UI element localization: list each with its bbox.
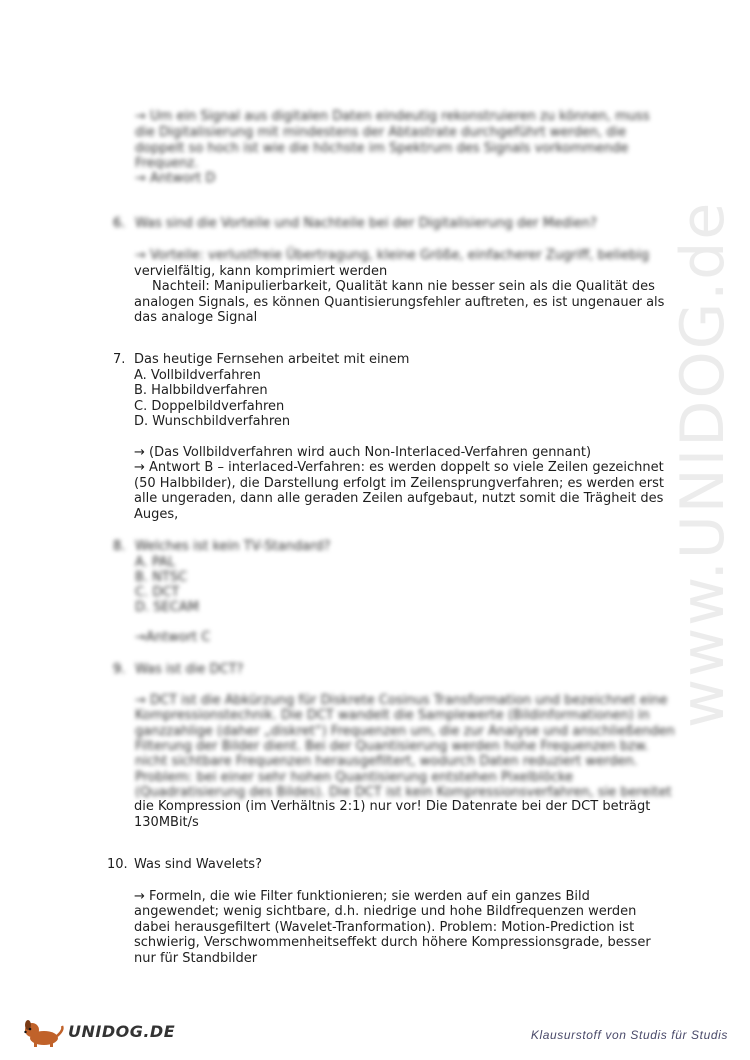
answer-text-line: vervielfältig, kann komprimiert werden (134, 264, 388, 279)
question-number: 7. (113, 352, 126, 367)
answer-text-line: → Formeln, die wie Filter funktionieren; sie werden auf ein ganzes Bild (134, 889, 590, 904)
footer-tagline: Klausurstoff von Studis für Studis (530, 1028, 728, 1042)
dog-icon (20, 1018, 66, 1048)
answer-text-line: dabei herausgefiltert (Wavelet-Tranformation). Problem: Motion-Prediction ist (134, 920, 635, 935)
blurred-text-line: Problem: bei einer sehr hohen Quantisierung entstehen Pixelblöcke (135, 770, 574, 785)
answer-text-line: nur für Standbilder (134, 951, 258, 966)
blurred-text-line: doppelt so hoch ist wie die höchste im Spektrum des Signals vorkommende (135, 141, 629, 156)
answer-text-line: die Kompression (im Verhältnis 2:1) nur vor! Die Datenrate bei der DCT beträgt (134, 799, 651, 814)
option-item: B. Halbbildverfahren (134, 383, 268, 398)
blurred-text-line: → Antwort D (135, 171, 216, 186)
answer-text-line: alle ungeraden, dann alle geraden Zeilen aufgebaut, nutzt somit die Trägheit des (134, 491, 664, 506)
answer-text-line: (50 Halbbilder), die Darstellung erfolgt im Zeilensprungverfahren; es werden erst (134, 476, 664, 491)
question-number: 9. (113, 662, 126, 677)
option-item: D. SECAM (135, 600, 199, 615)
answer-text-line: Auges, (134, 507, 179, 522)
answer-text-line: das analoge Signal (134, 310, 258, 325)
watermark-text: www.UNIDOG.de (668, 200, 738, 728)
blurred-text-line: → DCT ist die Abkürzung für Diskrete Cosinus Transformation und bezeichnet eine (135, 693, 668, 708)
question-text: Das heutige Fernsehen arbeitet mit einem (134, 352, 410, 367)
blurred-text-line: (Quadratisierung des Bildes). Die DCT ist kein Kompressionsverfahren, sie bereitet (135, 785, 672, 800)
answer-text-line: schwierig, Verschwommenheitseffekt durch höhere Kompressionsgrade, besser (134, 935, 651, 950)
option-item: D. Wunschbildverfahren (134, 414, 291, 429)
blurred-text-line: Kompressionstechnik. Die DCT wandelt die Samplewerte (Bildinformationen) in (135, 708, 650, 723)
answer-text-line: →Antwort C (135, 630, 211, 645)
question-number: 10. (107, 857, 128, 872)
question-text: Was ist die DCT? (135, 662, 244, 677)
question-text: Was sind Wavelets? (134, 857, 262, 872)
question-number: 6. (113, 216, 126, 231)
option-item: C. DCT (135, 585, 180, 600)
question-text: Welches ist kein TV-Standard? (135, 539, 331, 554)
option-item: B. NTSC (135, 570, 188, 585)
blurred-text-line: Filterung der Bilder dient. Bei der Quantisierung werden hohe Frequenzen bzw. (135, 739, 649, 754)
question-number: 8. (113, 539, 126, 554)
blurred-text-line: → Vorteile: verlustfreie Übertragung, kleine Größe, einfacherer Zugriff, beliebig (135, 248, 650, 263)
answer-text-line: angewendet; wenig sichtbare, d.h. niedrige und hohe Bildfrequenzen werden (134, 904, 637, 919)
answer-text-line: → (Das Vollbildverfahren wird auch Non-Interlaced-Verfahren gennant) (134, 445, 592, 460)
answer-text-line: 130MBit/s (134, 815, 199, 830)
answer-text-line: → Antwort B – interlaced-Verfahren: es werden doppelt so viele Zeilen gezeichnet (134, 460, 664, 475)
question-text: Was sind die Vorteile und Nachteile bei der Digitalisierung der Medien? (135, 216, 597, 231)
option-item: C. Doppelbildverfahren (134, 399, 285, 414)
blurred-text-line: die Digitalisierung mit mindestens der Abtastrate durchgeführt werden, die (135, 125, 627, 140)
unidog-logo (20, 1018, 176, 1048)
answer-text-line: analogen Signals, es können Quantisierungsfehler auftreten, es ist ungenauer als (134, 295, 665, 310)
blurred-text-line: Frequenz. (135, 156, 199, 171)
logo-text: UNIDOG.DE (68, 1022, 176, 1041)
option-item: A. PAL (135, 555, 176, 570)
blurred-text-line: nicht sichtbare Frequenzen herausgefiltert, wodurch Daten reduziert werden. (135, 754, 638, 769)
answer-text-line: Nachteil: Manipulierbarkeit, Qualität kann nie besser sein als die Qualität des (152, 279, 655, 294)
blurred-text-line: → Um ein Signal aus digitalen Daten eindeutig rekonstruieren zu können, muss (135, 109, 650, 124)
blurred-text-line: ganzzahlige (daher „diskret“) Frequenzen um, die zur Analyse und anschließenden (135, 724, 675, 739)
option-item: A. Vollbildverfahren (134, 368, 261, 383)
